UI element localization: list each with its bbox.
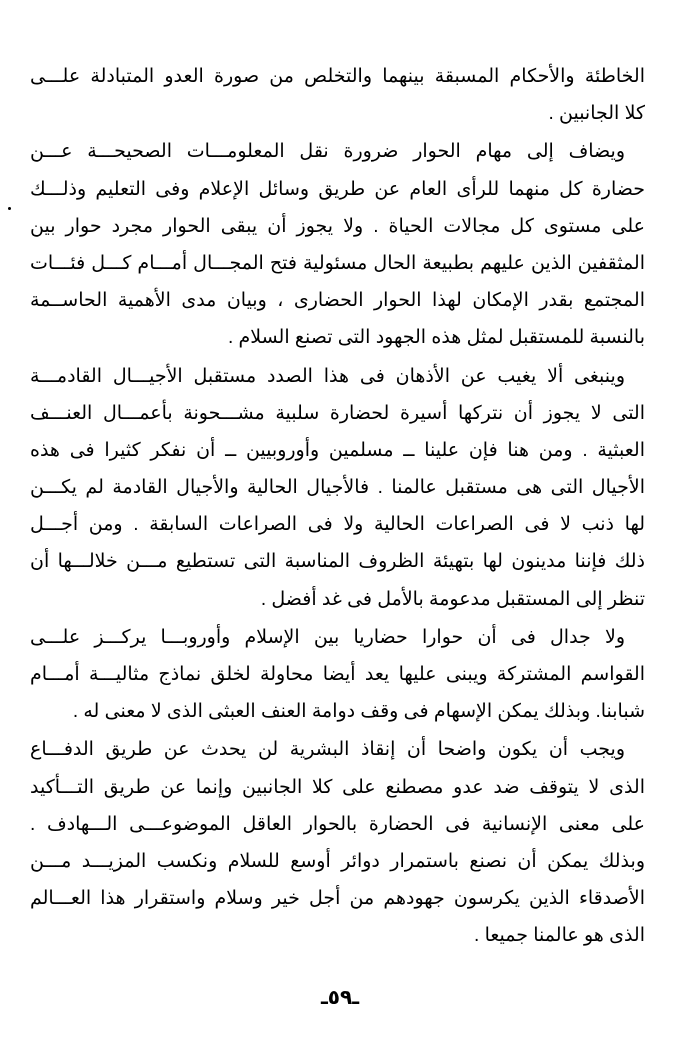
paragraph [30, 358, 645, 618]
paragraph [30, 133, 645, 356]
text-line: القواسم المشتركة ويبنى عليها يعد أيضا محاولة لخلق نماذج مثاليـــة أمـــام [30, 664, 645, 685]
text-line: تنظر إلى المستقبل مدعومة بالأمل فى غد أفضل . [260, 588, 645, 610]
scan-speck [8, 207, 11, 210]
text-line: شبابنا. وبذلك يمكن الإسهام فى وقف دوامة العنف العبثى الذى لا معنى له . [72, 701, 645, 723]
text-line: بالنسبة للمستقبل لمثل هذه الجهود التى تصنع السلام . [227, 327, 645, 349]
page-number: ـ٥٩ـ [320, 987, 360, 1009]
text-line: وينبغى ألا يغيب عن الأذهان فى هذا الصدد مستقبل الأجيـــال القادمـــة [30, 365, 625, 387]
text-line: الخاطئة والأحكام المسبقة بينهما والتخلص من صورة العدو المتبادلة علـــى [30, 66, 645, 87]
text-line: كلا الجانبين . [548, 103, 645, 125]
text-line: الذى هو عالمنا جميعا . [474, 925, 645, 947]
text-line: حضارة كل منهما للرأى العام عن طريق وسائل الإعلام وفى التعليم وذلـــك [30, 178, 645, 200]
text-line: التى لا يجوز أن نتركها أسيرة لحضارة سلبية مشـــحونة بأعمـــال العنـــف [30, 402, 645, 424]
text-line: ويجب أن يكون واضحا أن إنقاذ البشرية لن يحدث عن طريق الدفـــاع [30, 739, 625, 761]
text-line: على معنى الإنسانية فى الحضارة بالحوار العاقل الموضوعـــى الـــهادف . [30, 813, 645, 835]
text-line: الأجيال التى هى مستقبل عالمنا . فالأجيال الحالية والأجيال القادمة لم يكـــن [30, 477, 645, 499]
text-line: المجتمع بقدر الإمكان لهذا الحوار الحضارى ، وبيان مدى الأهمية الحاســمة [30, 290, 645, 312]
text-line: العبثية . ومن هنا فإن علينا ــ مسلمين وأوروبيين ــ أن نفكر كثيرا فى هذه [30, 439, 645, 461]
paragraph [30, 731, 645, 954]
page-body [30, 58, 645, 956]
text-line: المثقفين الذين عليهم بطبيعة الحال مسئولية فتح المجـــال أمـــام كـــل فئـــات [30, 252, 645, 274]
text-line: ولا جدال فى أن حوارا حضاريا بين الإسلام وأوروبـــا يركـــز علـــى [30, 626, 625, 648]
paragraph [30, 58, 645, 132]
text-line: لها ذنب لا فى الصراعات الحالية ولا فى الصراعات السابقة . ومن أجـــل [30, 514, 645, 536]
text-line: ويضاف إلى مهام الحوار ضرورة نقل المعلومـــات الصحيحـــة عـــن [30, 141, 625, 163]
text-line: الذى لا يتوقف ضد عدو مصطنع على كلا الجانبين وإنما عن طريق التـــأكيد [30, 776, 645, 798]
text-line: ذلك فإننا مدينون لها بتهيئة الظروف المناسبة التى تستطيع مـــن خلالـــها أن [30, 551, 645, 573]
paragraph [30, 619, 645, 731]
text-line: الأصدقاء الذين يكرسون جهودهم من أجل خير وسلام واستقرار هذا العـــالم [30, 888, 645, 910]
text-line: على مستوى كل مجالات الحياة . ولا يجوز أن يبقى الحوار مجرد حوار بين [30, 215, 645, 237]
text-line: وبذلك يمكن أن نصنع باستمرار دوائر أوسع للسلام ونكسب المزيـــد مـــن [30, 850, 645, 872]
